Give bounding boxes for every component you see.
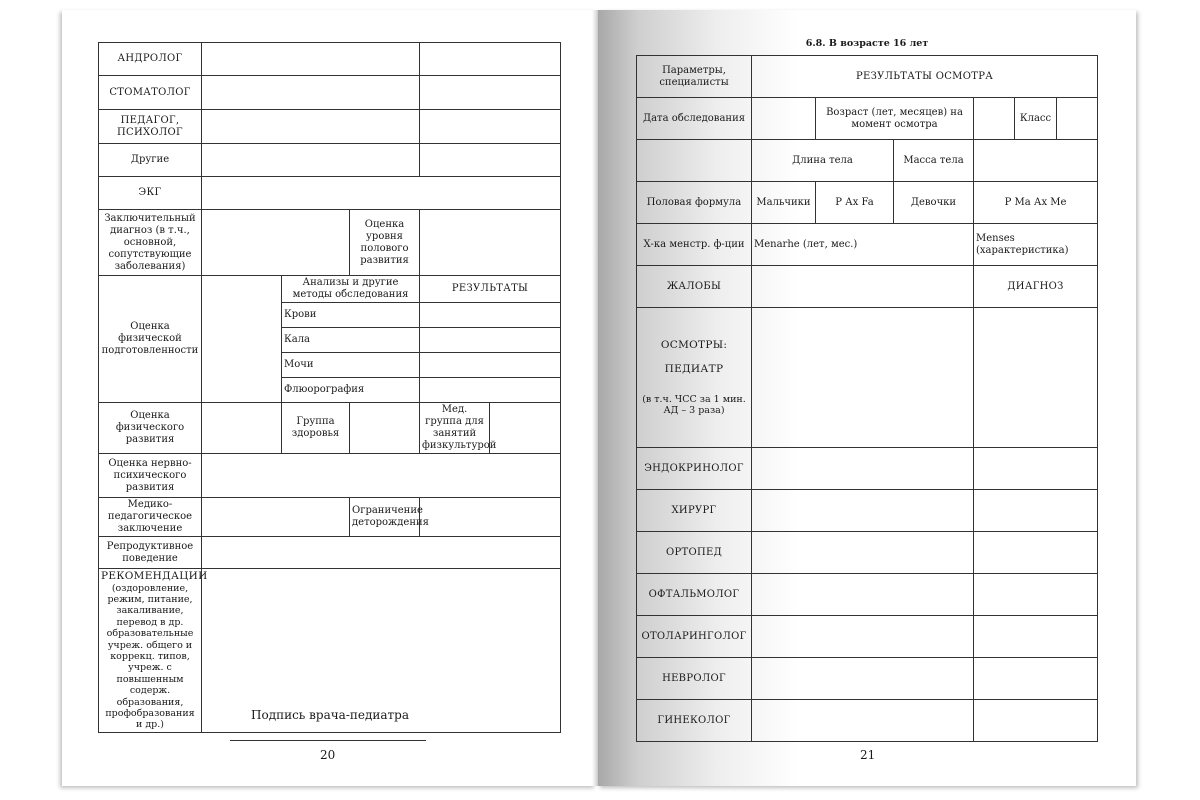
label-sex-formula: Половая формула (637, 182, 752, 224)
complaints-cell[interactable] (752, 266, 974, 308)
label-pediatrician-block (637, 308, 752, 448)
andrologist-cell[interactable] (202, 43, 420, 76)
label-complaints: ЖАЛОБЫ (637, 266, 752, 308)
row-label-pedagog: ПЕДАГОГ, ПСИХОЛОГ (99, 110, 202, 144)
physical-preparedness-cell[interactable] (202, 276, 282, 403)
row-label-final-diagnosis: Заключительный диагноз (в т.ч., основной, сопутствующие заболевания) (99, 210, 202, 276)
right-exam-table (636, 55, 1098, 742)
label-surgeon: ХИРУРГ (637, 490, 752, 532)
label-class: Класс (1015, 98, 1057, 140)
boys-formula[interactable]: Р Ах Fa (816, 182, 894, 224)
endocrinologist-exam-cell[interactable] (752, 448, 974, 490)
results-header: РЕЗУЛЬТАТЫ (420, 276, 561, 303)
signature-label: Подпись врача-педиатра (251, 708, 409, 722)
analysis-fluorography: Флюорография (282, 378, 420, 403)
row-label-physical-preparedness: Оценка физической подготовленности (99, 276, 202, 403)
row-label-other: Другие (99, 144, 202, 177)
med-group-cell[interactable] (490, 403, 561, 454)
ophthalmologist-exam-cell[interactable] (752, 574, 974, 616)
dentist-cell[interactable] (202, 76, 420, 110)
params-header: Параметры, специалисты (637, 56, 752, 98)
label-neurologist: НЕВРОЛОГ (637, 658, 752, 700)
pediatrician-exam-cell[interactable] (752, 308, 974, 448)
analysis-feces: Кала (282, 328, 420, 353)
neuro-development-cell[interactable] (202, 454, 561, 498)
label-gynecologist: ГИНЕКОЛОГ (637, 700, 752, 742)
recommendations-title: РЕКОМЕНДАЦИИ (101, 570, 208, 582)
label-pediatrician: ПЕДИАТР (664, 363, 724, 376)
label-age: Возраст (лет, месяцев) на момент осмотра (816, 98, 974, 140)
label-otolaryngologist: ОТОЛАРИНГОЛОГ (637, 616, 752, 658)
otolaryngologist-exam-cell[interactable] (752, 616, 974, 658)
signature-line[interactable] (230, 740, 426, 741)
class-cell[interactable] (1057, 98, 1098, 140)
gynecologist-diagnosis-cell[interactable] (974, 700, 1098, 742)
label-menstrual-function: Х-ка менстр. ф-ции (637, 224, 752, 266)
label-menses: Menses (характеристика) (974, 224, 1098, 266)
physical-development-cell[interactable] (202, 403, 282, 454)
other-cell[interactable] (202, 144, 420, 177)
right-page (598, 10, 1136, 786)
surgeon-diagnosis-cell[interactable] (974, 490, 1098, 532)
otolaryngologist-diagnosis-cell[interactable] (974, 616, 1098, 658)
other-result-cell[interactable] (420, 144, 561, 177)
label-ophthalmologist: ОФТАЛЬМОЛОГ (637, 574, 752, 616)
age-cell[interactable] (974, 98, 1015, 140)
row-label-reproductive: Репродуктивное поведение (99, 537, 202, 569)
recommendations-note: (оздоровление, режим, питание, закаливание, перевод в др. образовательные учреж. общего и коррекц. типов, учреж. с повышенным содерж. образования, профобразования и др.) (105, 582, 195, 731)
label-menarhe: Menarhe (лет, мес.) (752, 224, 974, 266)
surgeon-exam-cell[interactable] (752, 490, 974, 532)
orthopedist-exam-cell[interactable] (752, 532, 974, 574)
row-label-ecg: ЭКГ (99, 177, 202, 210)
label-boys: Мальчики (752, 182, 816, 224)
label-med-group: Мед. группа для занятий физкультурой (420, 403, 490, 454)
gynecologist-exam-cell[interactable] (752, 700, 974, 742)
section-title: 6.8. В возрасте 16 лет (805, 38, 929, 49)
health-group-cell[interactable] (350, 403, 420, 454)
body-mass-cell[interactable] (974, 140, 1098, 182)
analyses-header: Анализы и другие методы обследования (282, 276, 420, 303)
row-label-dentist: СТОМАТОЛОГ (99, 76, 202, 110)
label-endocrinologist: ЭНДОКРИНОЛОГ (637, 448, 752, 490)
reproductive-cell[interactable] (202, 537, 561, 569)
row-label-sexual-development: Оценка уровня полового развития (350, 210, 420, 276)
row-label-physical-development: Оценка физического развития (99, 403, 202, 454)
girls-formula[interactable]: Р Ма Ах Ме (974, 182, 1098, 224)
label-exam-date: Дата обследования (637, 98, 752, 140)
urine-result-cell[interactable] (420, 353, 561, 378)
label-exams: ОСМОТРЫ: (660, 338, 728, 351)
label-health-group: Группа здоровья (282, 403, 350, 454)
fertility-limit-cell[interactable] (420, 498, 561, 537)
med-ped-conclusion-cell[interactable] (202, 498, 350, 537)
body-measure-label-cell (637, 140, 752, 182)
feces-result-cell[interactable] (420, 328, 561, 353)
dentist-result-cell[interactable] (420, 76, 561, 110)
row-label-med-ped-conclusion: Медико-педагогическое заключение (99, 498, 202, 537)
row-label-neuro-development: Оценка нервно-психического развития (99, 454, 202, 498)
neurologist-exam-cell[interactable] (752, 658, 974, 700)
row-label-recommendations (99, 569, 208, 733)
final-diagnosis-cell[interactable] (202, 210, 350, 276)
pedagog-cell[interactable] (202, 110, 420, 144)
exam-date-cell[interactable] (752, 98, 816, 140)
label-body-length: Длина тела (752, 140, 894, 182)
ophthalmologist-diagnosis-cell[interactable] (974, 574, 1098, 616)
andrologist-result-cell[interactable] (420, 43, 561, 76)
orthopedist-diagnosis-cell[interactable] (974, 532, 1098, 574)
label-girls: Девочки (894, 182, 974, 224)
row-label-andrologist: АНДРОЛОГ (99, 43, 202, 76)
page-number-left: 20 (320, 748, 336, 762)
label-body-mass: Масса тела (894, 140, 974, 182)
left-page (62, 10, 596, 786)
sexual-development-cell[interactable] (420, 210, 561, 276)
analysis-blood: Крови (282, 303, 420, 328)
label-fertility-limit: Ограничение деторождения (350, 498, 420, 537)
analysis-urine: Мочи (282, 353, 420, 378)
exam-results-header: РЕЗУЛЬТАТЫ ОСМОТРА (752, 56, 1098, 98)
blood-result-cell[interactable] (420, 303, 561, 328)
page-number-right: 21 (860, 748, 876, 762)
ecg-cell[interactable] (202, 177, 561, 210)
pediatrician-note: (в т.ч. ЧСС за 1 мин. АД – 3 раза) (642, 393, 746, 417)
fluorography-result-cell[interactable] (420, 378, 561, 403)
endocrinologist-diagnosis-cell[interactable] (974, 448, 1098, 490)
label-orthopedist: ОРТОПЕД (637, 532, 752, 574)
left-exam-table (98, 42, 561, 733)
neurologist-diagnosis-cell[interactable] (974, 658, 1098, 700)
pedagog-result-cell[interactable] (420, 110, 561, 144)
label-diagnosis: ДИАГНОЗ (974, 266, 1098, 308)
pediatrician-diagnosis-cell[interactable] (974, 308, 1098, 448)
